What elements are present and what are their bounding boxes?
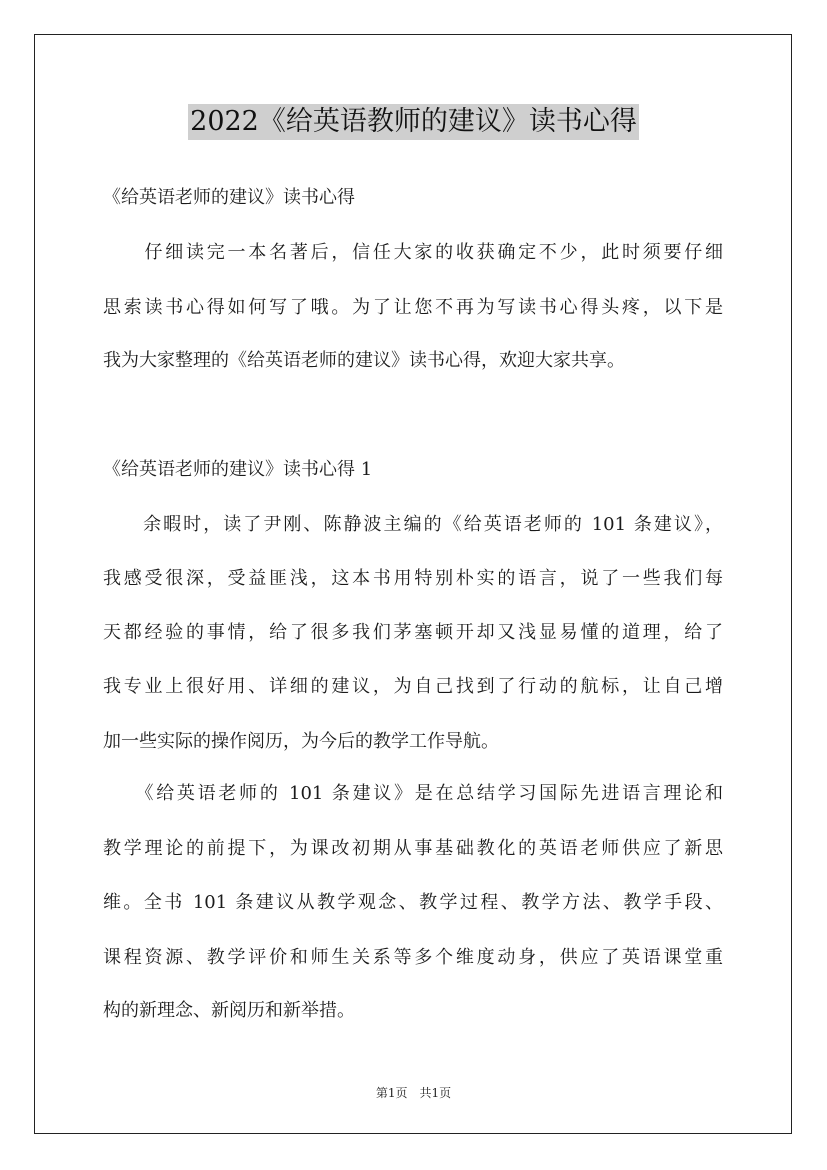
paragraph-line: 维。全书 101 条建议从教学观念、教学过程、教学方法、教学手段、: [103, 892, 723, 913]
intro-line: 我为大家整理的《给英语老师的建议》读书心得，欢迎大家共享。: [103, 350, 625, 371]
intro-line: 思索读书心得如何写了哦。为了让您不再为写读书心得头疼，以下是: [103, 297, 723, 318]
paragraph-line: 构的新理念、新阅历和新举措。: [103, 1000, 355, 1021]
paragraph-line: 加一些实际的操作阅历，为今后的教学工作导航。: [103, 731, 499, 752]
paragraph-line: 教学理论的前提下，为课改初期从事基础教化的英语老师供应了新思: [103, 838, 723, 859]
title-container: [0, 104, 827, 140]
intro-line: 仔细读完一本名著后，信任大家的收获确定不少，此时须要仔细: [103, 242, 723, 263]
section-heading: 《给英语老师的建议》读书心得 1: [103, 459, 373, 480]
paragraph-line: 我感受很深，受益匪浅，这本书用特别朴实的语言，说了一些我们每: [103, 568, 723, 589]
paragraph-line: 《给英语老师的 101 条建议》是在总结学习国际先进语言理论和: [103, 783, 723, 804]
document-title: 2022《给英语教师的建议》读书心得: [188, 104, 639, 140]
paragraph-line: 余暇时，读了尹刚、陈静波主编的《给英语老师的 101 条建议》，: [103, 514, 723, 535]
paragraph-line: 我专业上很好用、详细的建议，为自己找到了行动的航标，让自己增: [103, 676, 723, 697]
paragraph-line: 天都经验的事情，给了很多我们茅塞顿开却又浅显易懂的道理，给了: [103, 622, 723, 643]
page-footer: 第1页 共1页: [375, 1086, 452, 1100]
paragraph-line: 课程资源、教学评价和师生关系等多个维度动身，供应了英语课堂重: [103, 947, 723, 968]
document-subtitle: 《给英语老师的建议》读书心得: [103, 187, 355, 208]
